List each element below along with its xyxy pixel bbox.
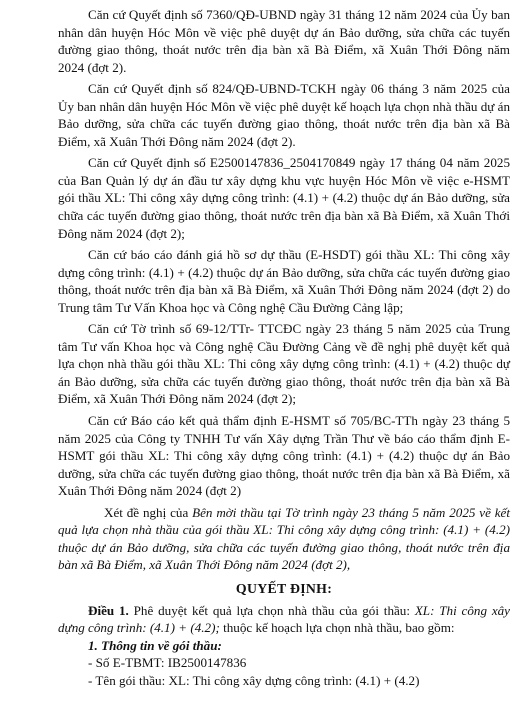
basis-paragraph-4: Căn cứ báo cáo đánh giá hồ sơ dự thầu (E-HSDT) gói thầu XL: Thi công xây dựng công trình: (4.1) + (4.2) thuộc dự án Bảo dưỡng, sửa chữa các tuyến đường giao thông, thoát nước trên địa bàn xã Bà Điểm, xã Xuân Thới Đông năm 2024 (đợt 2) do Trung tâm Tư Vấn Khoa học và Công nghệ Cầu Đường Cảng lập; xyxy=(58,247,510,315)
basis-paragraph-2: Căn cứ Quyết định số 824/QĐ-UBND-TCKH ngày 06 tháng 3 năm 2025 của Ủy ban nhân dân huyện Hóc Môn về việc phê duyệt kế hoạch lựa chọn nhà thầu dự án Bảo dưỡng, sửa chữa các tuyến đường giao thông, thoát nước trên địa bàn xã Bà Điểm, xã Xuân Thới Đông năm 2024 (đợt 2). xyxy=(58,81,510,149)
article-1-label: Điều 1. xyxy=(88,602,129,618)
article-1-package-name: XL: Thi công xây dựng công trình: (4.1) + (4.2); xyxy=(58,602,510,636)
proposal-prefix: Xét đề nghị của xyxy=(104,504,193,520)
proposal-italic-text: Bên mời thầu tại Tờ trình ngày 23 tháng 5 năm 2025 về kết quả lựa chọn nhà thầu của gói thầu XL: Thi công xây dựng công trình: (4.1) + (4.2) thuộc dự án Bảo dưỡng, sửa chữa các tuyến đường giao thông, thoát nước trên địa bàn xã Bà Điểm, xã Xuân Thới Đông năm 2024 (đợt 2), xyxy=(58,504,510,573)
basis-paragraph-3: Căn cứ Quyết định số E2500147836_2504170849 ngày 17 tháng 04 năm 2025 của Ban Quản lý dự án đầu tư xây dựng khu vực huyện Hóc Môn về việc e-HSMT gói thầu XL: Thi công xây dựng công trình: (4.1) + (4.2) thuộc dự án Bảo dưỡng, sửa chữa các tuyến đường giao thông, thoát nước trên địa bàn xã Bà Điểm, xã Xuân Thới Đông năm 2024 (đợt 2); xyxy=(58,155,510,241)
basis-paragraph-1: Căn cứ Quyết định số 7360/QĐ-UBND ngày 31 tháng 12 năm 2024 của Ủy ban nhân dân huyện Hóc Môn về việc phê duyệt dự án Bảo dưỡng, sửa chữa các tuyến đường giao thông, thoát nước trên địa bàn xã Bà Điểm, xã Xuân Thới Đông năm 2024 (đợt 2). xyxy=(58,7,510,75)
article-1-suffix: thuộc kế hoạch lựa chọn nhà thầu, bao gồm: xyxy=(219,620,455,636)
article-1-text: Phê duyệt kết quả lựa chọn nhà thầu của gói thầu: xyxy=(128,602,415,618)
article-1 xyxy=(58,602,510,637)
list-item-package-name: - Tên gói thầu: XL: Thi công xây dựng công trình: (4.1) + (4.2) xyxy=(88,672,420,688)
basis-paragraph-6: Căn cứ Báo cáo kết quả thẩm định E-HSMT số 705/BC-TTh ngày 23 tháng 5 năm 2025 của Công ty TNHH Tư vấn Xây dựng Trần Thư về báo cáo thẩm định E-HSMT gói thầu XL: Thi công xây dựng công trình: (4.1) + (4.2) thuộc dự án Bảo dưỡng, sửa chữa các tuyến đường giao thông, thoát nước trên địa bàn xã Bà Điểm, xã Xuân Thới Đông năm 2024 (đợt 2) xyxy=(58,413,510,499)
proposal-paragraph xyxy=(58,504,510,574)
decision-heading: QUYẾT ĐỊNH: xyxy=(235,580,333,596)
basis-paragraph-5: Căn cứ Tờ trình số 69-12/TTr- TTCĐC ngày 23 tháng 5 năm 2025 của Trung tâm Tư vấn Khoa học và Công nghệ Cầu Đường Cảng về đề nghị phê duyệt kết quả lựa chọn nhà thầu gói thầu XL: Thi công xây dựng công trình: (4.1) + (4.2) thuộc dự án Bảo dưỡng, sửa chữa các tuyến đường giao thông, thoát nước trên địa bàn xã Bà Điểm, xã Xuân Thới Đông năm 2024 (đợt 2); xyxy=(58,321,510,407)
list-item-tbmt: - Số E-TBMT: IB2500147836 xyxy=(88,655,247,671)
section-1-title: 1. Thông tin về gói thầu: xyxy=(88,637,222,653)
